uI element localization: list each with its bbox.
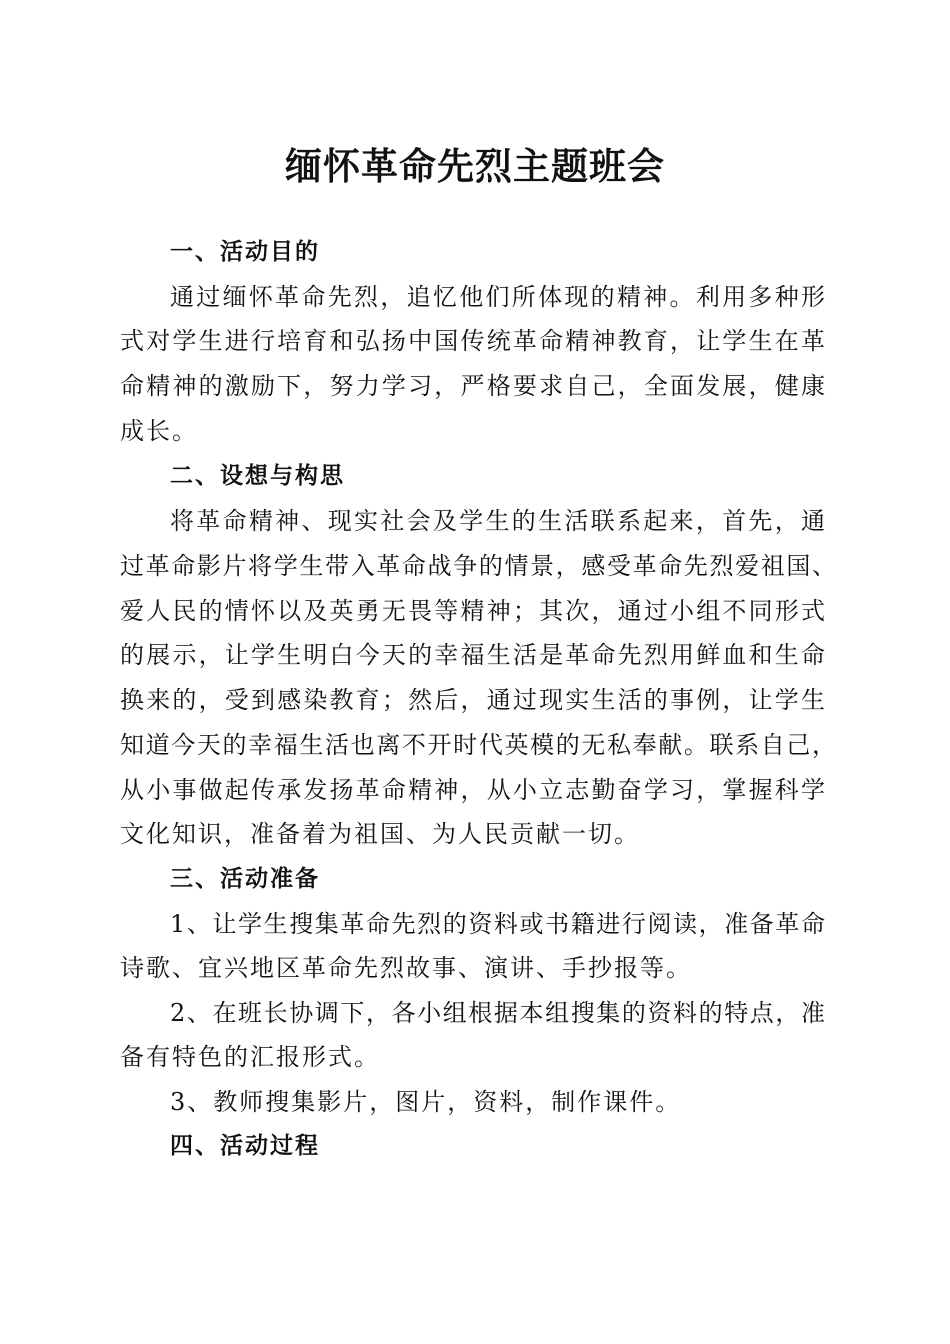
paragraph-line: 的展示，让学生明白今天的幸福生活是革命先烈用鲜血和生命 — [120, 641, 825, 669]
paragraph-line: 2、在班长协调下，各小组根据本组搜集的资料的特点，准 — [170, 999, 825, 1027]
paragraph-line: 文化知识，准备着为祖国、为人民贡献一切。 — [120, 820, 640, 848]
paragraph-line: 命精神的激励下，努力学习，严格要求自己，全面发展，健康 — [120, 372, 825, 400]
paragraph-line: 备有特色的汇报形式。 — [120, 1043, 380, 1071]
section-heading: 一、活动目的 — [170, 239, 320, 265]
document-title: 缅怀革命先烈主题班会 — [285, 144, 665, 188]
paragraph-line: 知道今天的幸福生活也离不开时代英模的无私奉献。联系自己， — [120, 731, 836, 759]
paragraph-line: 从小事做起传承发扬革命精神，从小立志勤奋学习，掌握科学 — [120, 776, 825, 804]
paragraph-line: 爱人民的情怀以及英勇无畏等精神；其次，通过小组不同形式 — [120, 597, 825, 625]
section-heading: 二、设想与构思 — [170, 463, 345, 489]
paragraph-line: 1、让学生搜集革命先烈的资料或书籍进行阅读，准备革命 — [170, 910, 825, 938]
paragraph-line: 式对学生进行培育和弘扬中国传统革命精神教育，让学生在革 — [120, 327, 825, 355]
paragraph-line: 成长。 — [120, 417, 198, 445]
paragraph-line: 过革命影片将学生带入革命战争的情景，感受革命先烈爱祖国、 — [120, 552, 836, 580]
paragraph-line: 通过缅怀革命先烈，追忆他们所体现的精神。利用多种形 — [170, 283, 825, 311]
paragraph-line: 将革命精神、现实社会及学生的生活联系起来，首先，通 — [170, 507, 825, 535]
paragraph-line: 诗歌、宜兴地区革命先烈故事、演讲、手抄报等。 — [120, 954, 692, 982]
paragraph-line: 3、教师搜集影片，图片，资料，制作课件。 — [170, 1088, 682, 1116]
section-heading: 三、活动准备 — [170, 866, 320, 892]
section-heading: 四、活动过程 — [170, 1133, 320, 1159]
paragraph-line: 换来的，受到感染教育；然后，通过现实生活的事例，让学生 — [120, 686, 825, 714]
